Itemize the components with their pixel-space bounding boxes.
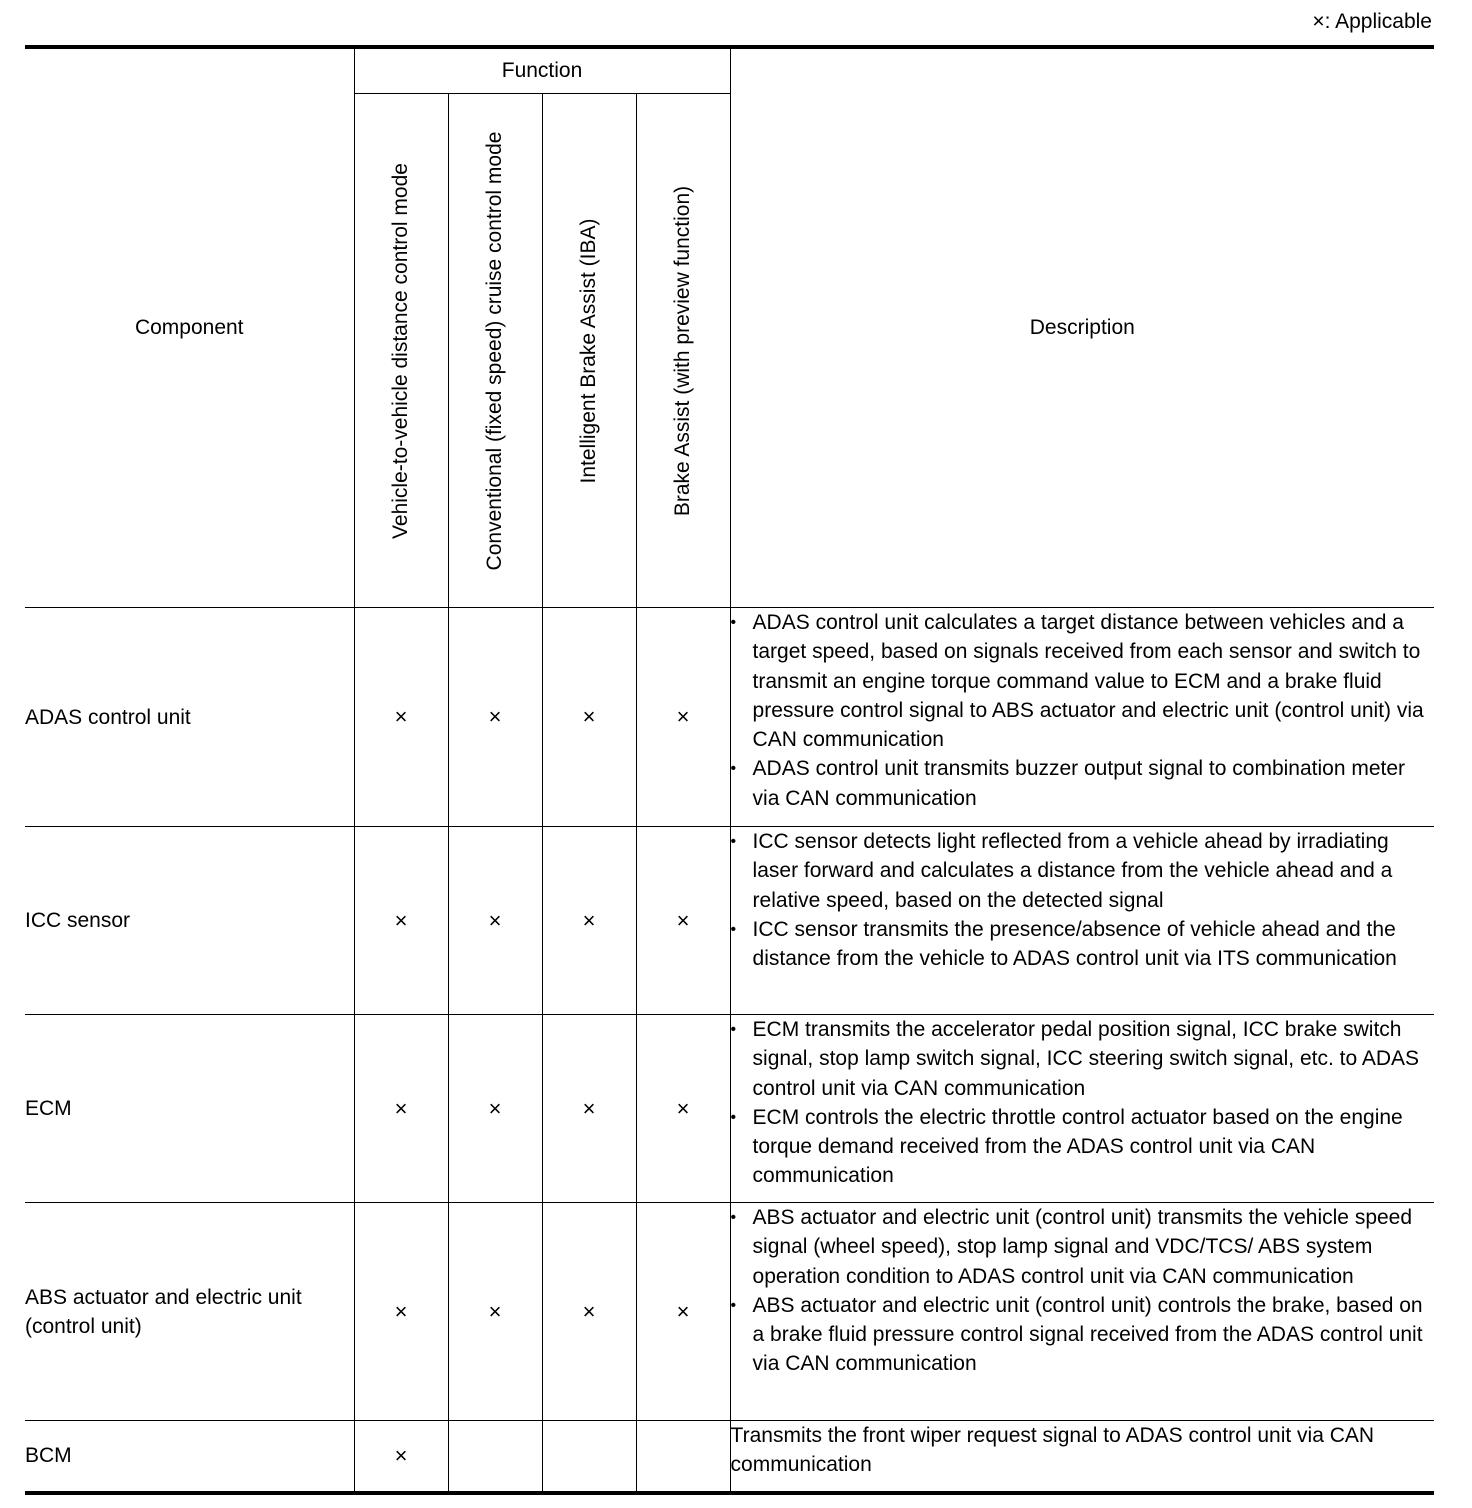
applicable-mark: × <box>542 827 636 1015</box>
applicable-mark: × <box>354 827 448 1015</box>
component-name: ICC sensor <box>25 827 354 1015</box>
table-row <box>25 608 1434 827</box>
table-row <box>25 1421 1434 1493</box>
applicable-mark: × <box>354 1203 448 1421</box>
description-bullet: • ABS actuator and electric unit (control unit) transmits the vehicle speed signal (wheel speed), stop lamp signal and VDC/TCS/ ABS system operation condition to ADAS control unit via CAN communication <box>731 1203 1435 1291</box>
function-label: Brake Assist (with preview function) <box>671 185 695 516</box>
description-bullet: • ECM controls the electric throttle control actuator based on the engine torque demand received from the ADAS control unit via CAN communication <box>731 1103 1435 1191</box>
applicable-mark <box>542 1421 636 1493</box>
applicable-mark: × <box>448 608 542 827</box>
function-header: Function <box>354 47 730 94</box>
applicable-mark: × <box>636 1015 730 1203</box>
function-column-header <box>636 94 730 608</box>
applicable-mark: × <box>354 1421 448 1493</box>
component-header: Component <box>25 47 354 608</box>
description-bullet: • ECM transmits the accelerator pedal position signal, ICC brake switch signal, stop lamp switch signal, ICC steering switch signal, etc. to ADAS control unit via CAN communication <box>731 1015 1435 1103</box>
component-description <box>730 827 1434 1015</box>
description-bullet: • ICC sensor transmits the presence/absence of vehicle ahead and the distance from the vehicle to ADAS control unit via ITS communication <box>731 915 1435 974</box>
function-label: Vehicle-to-vehicle distance control mode <box>389 162 412 539</box>
table-row <box>25 1015 1434 1203</box>
function-label: Intelligent Brake Assist (IBA) <box>577 218 600 483</box>
applicable-mark: × <box>448 827 542 1015</box>
description-bullet: • ICC sensor detects light reflected from a vehicle ahead by irradiating laser forward and calculates a distance from the vehicle ahead and a relative speed, based on the detected signal <box>731 827 1435 915</box>
component-name: ECM <box>25 1015 354 1203</box>
description-bullet: • ADAS control unit calculates a target distance between vehicles and a target speed, based on signals received from each sensor and switch to transmit an engine torque command value to ECM and a brake fluid pressure control signal to ABS actuator and electric unit (control unit) via CAN communication <box>731 608 1435 754</box>
applicable-mark <box>636 1421 730 1493</box>
applicable-mark: × <box>542 608 636 827</box>
component-name: ABS actuator and electric unit (control unit) <box>25 1203 354 1421</box>
applicable-legend: ×: Applicable <box>1312 10 1432 33</box>
applicable-mark: × <box>354 608 448 827</box>
function-column-header <box>542 94 636 608</box>
applicable-mark: × <box>636 608 730 827</box>
description-header: Description <box>730 47 1434 608</box>
applicable-mark: × <box>448 1203 542 1421</box>
table-row <box>25 1203 1434 1421</box>
function-column-header <box>354 94 448 608</box>
component-name: ADAS control unit <box>25 608 354 827</box>
applicable-mark: × <box>354 1015 448 1203</box>
component-name: BCM <box>25 1421 354 1493</box>
component-description <box>730 1203 1434 1421</box>
table-row <box>25 827 1434 1015</box>
component-function-table <box>25 45 1434 1495</box>
applicable-mark: × <box>448 1015 542 1203</box>
applicable-mark: × <box>636 827 730 1015</box>
component-description: Transmits the front wiper request signal to ADAS control unit via CAN communication <box>730 1421 1434 1493</box>
applicable-mark: × <box>542 1015 636 1203</box>
description-bullet: • ABS actuator and electric unit (control unit) controls the brake, based on a brake fluid pressure control signal received from the ADAS control unit via CAN communication <box>731 1291 1435 1379</box>
component-description <box>730 608 1434 827</box>
function-column-header <box>448 94 542 608</box>
applicable-mark <box>448 1421 542 1493</box>
component-description <box>730 1015 1434 1203</box>
header-row-top <box>25 47 1434 94</box>
applicable-mark: × <box>542 1203 636 1421</box>
applicable-mark: × <box>636 1203 730 1421</box>
description-bullet: • ADAS control unit transmits buzzer output signal to combination meter via CAN communication <box>731 754 1435 813</box>
function-label: Conventional (fixed speed) cruise control mode <box>483 131 506 570</box>
